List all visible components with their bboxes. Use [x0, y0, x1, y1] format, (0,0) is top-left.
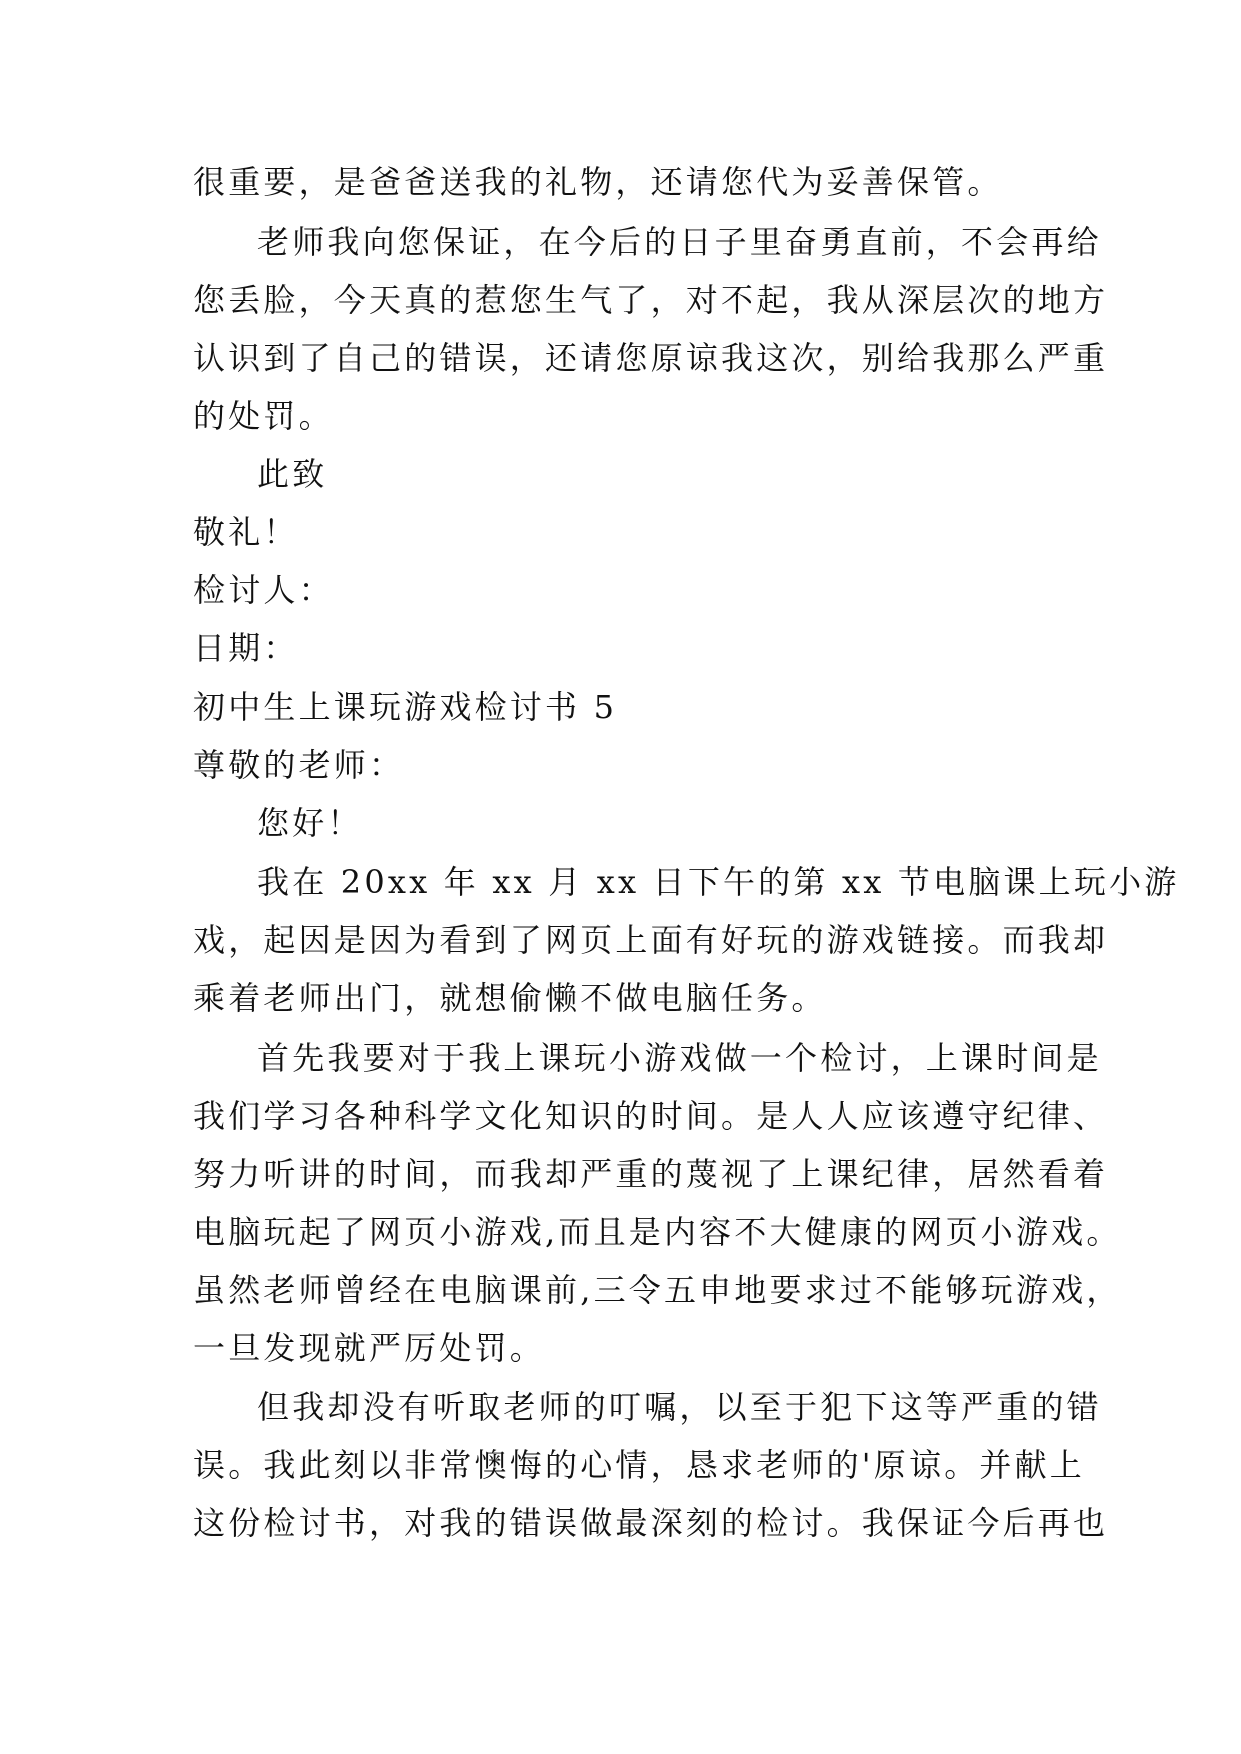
signer-label: 检讨人： — [193, 571, 334, 609]
text-line: 老师我向您保证，在今后的日子里奋勇直前，不会再给 — [257, 223, 1102, 261]
text-line: 一旦发现就严厉处罚。 — [193, 1329, 546, 1367]
text-line: 的处罚。 — [193, 397, 334, 435]
text-line: 努力听讲的时间，而我却严重的蔑视了上课纪律，居然看着 — [193, 1155, 1109, 1193]
text-line: 您丢脸，今天真的惹您生气了，对不起，我从深层次的地方 — [193, 281, 1109, 319]
text-line: 误。我此刻以非常懊悔的心情，恳求老师的'原谅。并献上 — [193, 1446, 1085, 1484]
text-line: 但我却没有听取老师的叮嘱，以至于犯下这等严重的错 — [257, 1388, 1102, 1426]
section-title: 初中生上课玩游戏检讨书 5 — [193, 688, 618, 726]
salutation: 尊敬的老师： — [193, 746, 405, 784]
text-line: 戏，起因是因为看到了网页上面有好玩的游戏链接。而我却 — [193, 921, 1109, 959]
text-line: 乘着老师出门，就想偷懒不做电脑任务。 — [193, 979, 827, 1017]
text-line: 我们学习各种科学文化知识的时间。是人人应该遵守纪律、 — [193, 1097, 1109, 1135]
text-line: 首先我要对于我上课玩小游戏做一个检讨，上课时间是 — [257, 1039, 1102, 1077]
text-line: 虽然老师曾经在电脑课前,三令五申地要求过不能够玩游戏， — [193, 1271, 1122, 1309]
closing-salute: 敬礼！ — [193, 513, 299, 551]
greeting: 您好！ — [257, 804, 363, 842]
text-line: 我在 20xx 年 xx 月 xx 日下午的第 xx 节电脑课上玩小游 — [257, 863, 1180, 901]
text-line: 很重要，是爸爸送我的礼物，还请您代为妥善保管。 — [193, 163, 1003, 201]
text-line: 这份检讨书，对我的错误做最深刻的检讨。我保证今后再也 — [193, 1504, 1109, 1542]
closing-phrase: 此致 — [257, 455, 328, 493]
date-label: 日期： — [193, 629, 299, 667]
text-line: 电脑玩起了网页小游戏,而且是内容不大健康的网页小游戏。 — [193, 1213, 1122, 1251]
text-line: 认识到了自己的错误，还请您原谅我这次，别给我那么严重 — [193, 339, 1109, 377]
